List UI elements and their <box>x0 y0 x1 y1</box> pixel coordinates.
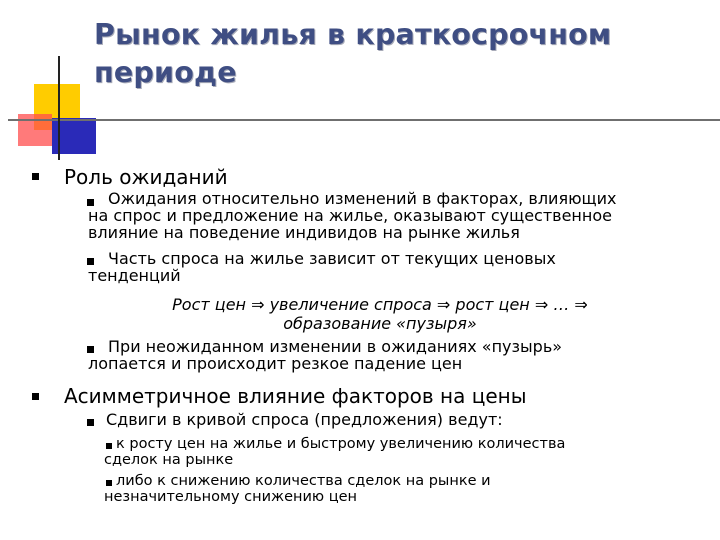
bullet-marker <box>32 393 39 400</box>
text-line: Часть спроса на жилье зависит от текущих ценовых <box>108 249 556 268</box>
text-line: лопается и происходит резкое падение цен <box>88 354 463 373</box>
bullet-asymmetric-influence: Асимметричное влияние факторов на цены <box>64 384 527 408</box>
text-line: к росту цен на жилье и быстрому увеличению количества <box>116 436 566 452</box>
formula-line: образование «пузыря» <box>283 314 477 333</box>
formula-line: Рост цен ⇒ увеличение спроса ⇒ рост цен ⇒ … ⇒ <box>172 295 588 314</box>
bullet-marker <box>32 173 39 180</box>
bullet-price-growth <box>104 436 714 468</box>
title-line-1: Рынок жилья в краткосрочном <box>94 18 612 51</box>
text-line: При неожиданном изменении в ожиданиях «пузырь» <box>108 337 563 356</box>
text-line: либо к снижению количества сделок на рынке и <box>116 473 491 489</box>
title-line-2: периоде <box>94 56 237 89</box>
bullet-demand-share <box>88 250 708 284</box>
decor-vertical-line <box>58 56 60 160</box>
text-line: незначительному снижению цен <box>104 489 357 505</box>
text-line: влияние на поведение индивидов на рынке жилья <box>88 223 520 242</box>
bubble-formula <box>100 295 660 333</box>
slide-title <box>94 16 694 92</box>
bullet-unexpected-change <box>88 338 708 372</box>
text-line: тенденций <box>88 266 181 285</box>
bullet-deals-decrease <box>104 473 714 505</box>
bullet-curve-shifts: Сдвиги в кривой спроса (предложения) ведут: <box>106 410 503 429</box>
bullet-marker <box>87 419 94 426</box>
text-line: Ожидания относительно изменений в факторах, влияющих <box>108 189 617 208</box>
bullet-expectations-role: Роль ожиданий <box>64 165 228 189</box>
text-line: на спрос и предложение на жилье, оказывают существенное <box>88 206 612 225</box>
bullet-expectations-change <box>88 190 708 241</box>
decor-horizontal-line <box>8 119 720 121</box>
text-line: сделок на рынке <box>104 452 234 468</box>
